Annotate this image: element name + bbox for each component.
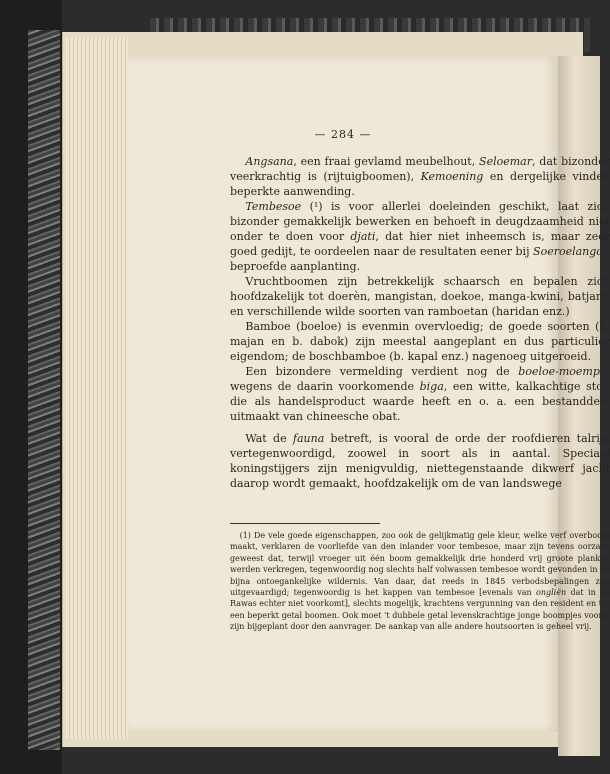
marbled-edge bbox=[28, 30, 60, 750]
text: , een witte, kalkachtige stof, die als handelsproduct waarde heeft en o. a. een bestanddeel uitmaakt van chineesche obat. bbox=[230, 380, 610, 423]
paragraph-bamboe: Bamboe (boeloe) is evenmin overvloedig; de goede soorten (b. majan en b. dabok) zijn meestal aangeplant en dus particulier eigendom; de boschbamboe (b. kapal enz.) nagenoeg uitgeroeid. bbox=[230, 320, 610, 363]
term-ongliën: ongliën bbox=[536, 588, 567, 598]
text: Wat de bbox=[245, 432, 293, 445]
paragraph-tembesoe bbox=[230, 199, 610, 274]
term-soeroelangon: Soeroelangon bbox=[533, 245, 610, 258]
paragraph-fauna bbox=[230, 431, 610, 491]
text: en dergelijke vinden beperkte aanwending. bbox=[230, 170, 610, 198]
footnote-1 bbox=[230, 530, 610, 633]
text: (1) De vele goede eigenschappen, zoo ook de gelijkmatig gele kleur, welke verf overbodig maakt, verklaren de voorliefde van den inlander voor tembesoe, maar zijn tevens oorzaak geweest dat, terwijl vroeger uit één boom gemakkelijk drie honderd vrij groote planken werden verkregen, tegenwoordig nog slechts half volwassen tembesoe wordt gevonden in de bijna ontoegankelijke wildernis. Van daar, dat reeds in 1845 verbodsbepalingen zijn uitgevaardigd; tegenwoordig is het kappen van tembesoe [evenals van bbox=[230, 531, 610, 598]
term-tembesoe: Tembesoe bbox=[245, 200, 302, 213]
term-biga: biga bbox=[419, 380, 444, 393]
text: , een fraai gevlamd meubelhout, bbox=[293, 155, 480, 168]
text: dat in de Rawas echter niet voorkomt], slechts mogelijk, krachtens vergunning van den resident en tot een beperkt getal boomen. Ook moet 't dubbele getal levenskrachtige jonge boompjes vooraf zijn bijgeplant door den aanvrager. De aankap van alle andere houtsoorten is geheel vrij. bbox=[230, 588, 610, 632]
page-number: — 284 — bbox=[314, 128, 372, 141]
text: beproefde aanplanting. bbox=[230, 260, 361, 273]
text: , dat hier niet inheemsch is, maar zeer goed gedijt, te oordeelen naar de resultaten eener bij bbox=[230, 230, 610, 258]
paragraph-boeloe-moempo bbox=[230, 364, 610, 424]
footnote-rule bbox=[230, 523, 380, 524]
term-boeloe-moempo: boeloe-moempo bbox=[518, 365, 607, 378]
paragraph-gap bbox=[230, 424, 610, 431]
footnotes bbox=[230, 530, 610, 633]
term-angsana: Angsana bbox=[245, 155, 294, 168]
body-text bbox=[230, 154, 610, 491]
text: Een bizondere vermelding verdient nog de bbox=[245, 365, 519, 378]
text: (¹) is voor allerlei doeleinden geschikt, laat zich bizonder gemakkelijk bewerken en behoeft in deugdzaamheid niet onder te doen voor bbox=[230, 200, 610, 243]
text: , dat bizonder veerkrachtig is (rijtuigboomen), bbox=[230, 155, 610, 183]
page-edges bbox=[66, 38, 128, 738]
term-djati: djati bbox=[350, 230, 376, 243]
term-seloemar: Seloemar bbox=[479, 155, 532, 168]
term-kemoening: Kemoening bbox=[420, 170, 484, 183]
text: , wegens de daarin voorkomende bbox=[230, 365, 610, 393]
paragraph-vruchtboomen: Vruchtboomen zijn betrekkelijk schaarsch en bepalen zich hoofdzakelijk tot doerèn, mangistan, doekoe, manga-kwini, batjang en verschillende wilde soorten van ramboetan (haridan enz.) bbox=[230, 275, 610, 318]
term-fauna: fauna bbox=[292, 432, 325, 445]
text: betreft, is vooral de orde der roofdieren talrijk vertegenwoordigd, zoowel in soort als in aantal. Speciaal koningstijgers zijn menigvuldig, niettegenstaande dikwerf jacht daarop wordt gemaakt, hoofdzakelijk om de van landswege bbox=[230, 432, 610, 490]
paragraph-angsana bbox=[230, 154, 610, 199]
book-page bbox=[128, 56, 610, 732]
